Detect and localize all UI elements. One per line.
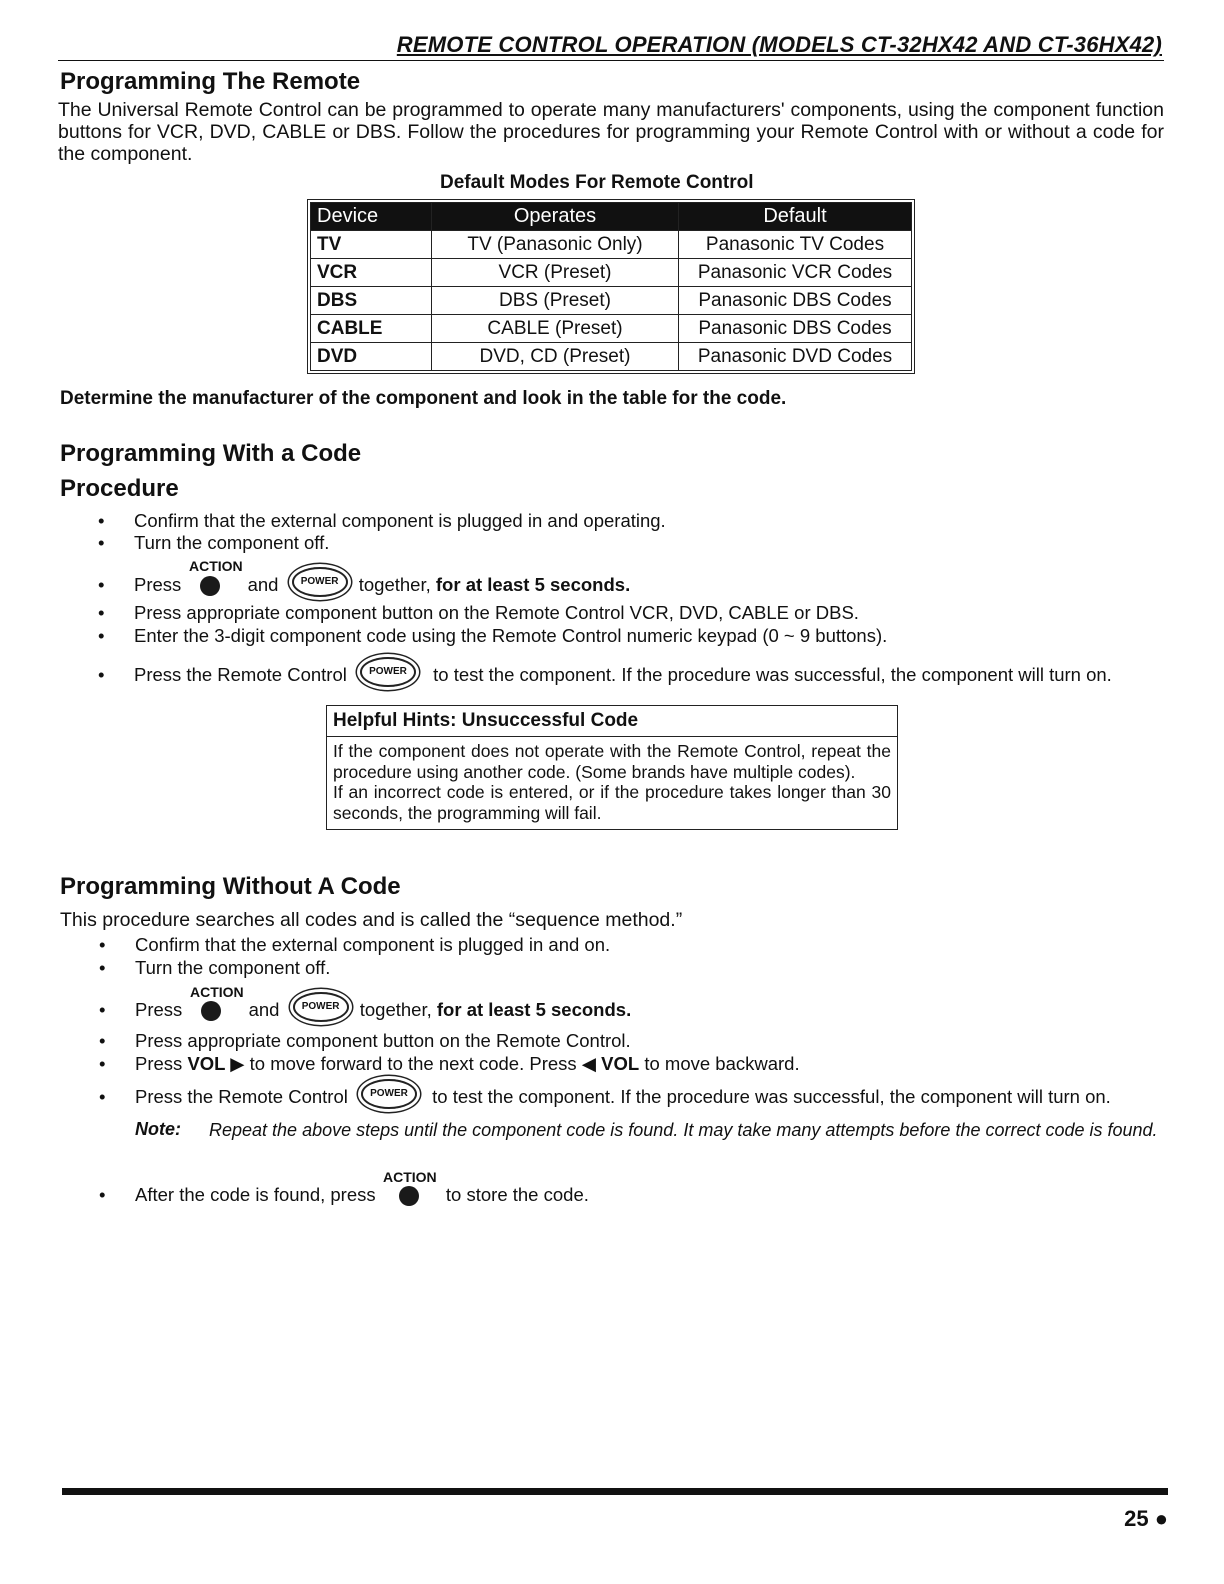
table-cell: CABLE — [311, 315, 432, 343]
determine-instruction: Determine the manufacturer of the component and look in the table for the code. — [60, 388, 787, 409]
list-item: • Press appropriate component button on the Remote Control VCR, DVD, CABLE or DBS. — [98, 602, 859, 623]
running-header: REMOTE CONTROL OPERATION (MODELS CT-32HX42 AND CT-36HX42) — [396, 32, 1162, 57]
list-item: • Confirm that the external component is plugged in and operating. — [98, 510, 666, 531]
table-cell: DVD — [311, 343, 432, 371]
list-item-text: Press the Remote Control — [134, 664, 347, 685]
table-row — [311, 315, 912, 343]
list-item-text: to move forward to the next code. Press — [249, 1053, 577, 1074]
table-header-cell: Device — [311, 203, 432, 231]
table-cell: DBS — [311, 287, 432, 315]
table-row — [311, 231, 912, 259]
helpful-hints-body — [327, 737, 897, 829]
table-cell: DBS (Preset) — [432, 287, 679, 315]
table-cell: Panasonic DVD Codes — [679, 343, 912, 371]
list-item: • Press the Remote Control POWER to test the component. If the procedure was successful, the component will turn on. — [134, 664, 1112, 687]
table-header-row — [311, 203, 912, 231]
section-heading-with-code: Programming With a Code — [60, 440, 362, 467]
list-item: • Press VOL ▶ to move forward to the next code. Press ◀ VOL to move backward. — [99, 1053, 800, 1074]
table-cell: CABLE (Preset) — [432, 315, 679, 343]
table-caption: Default Modes For Remote Control — [440, 172, 754, 193]
header-rule — [58, 60, 1164, 61]
section-heading-without-code: Programming Without A Code — [60, 873, 401, 900]
list-item-text: to test the component. If the procedure was successful, the component will turn on. — [433, 664, 1112, 685]
default-modes-table — [307, 199, 915, 374]
power-button-icon: POWER — [293, 992, 349, 1022]
list-item: • Press and POWER together, for at least 5 seconds. — [135, 999, 631, 1022]
list-item-text: together, — [358, 574, 431, 595]
procedure-heading: Procedure — [60, 475, 179, 502]
list-item-text: Confirm that the external component is plugged in and operating. — [134, 510, 666, 531]
note-label: Note: — [135, 1119, 181, 1139]
helpful-hints-box — [326, 705, 898, 830]
list-item-text: to store the code. — [445, 1184, 589, 1205]
table-cell: Panasonic DBS Codes — [679, 315, 912, 343]
vol-right-label: VOL ▶ — [187, 1053, 245, 1074]
footer-rule — [62, 1488, 1168, 1495]
list-item-text: Turn the component off. — [134, 532, 330, 553]
list-item-text: and — [248, 999, 280, 1020]
page-number: 25 ● — [1124, 1506, 1168, 1531]
list-item-text: After the code is found, press — [135, 1184, 376, 1205]
list-item-text: Turn the component off. — [135, 957, 331, 978]
action-button-icon — [201, 1001, 221, 1021]
table-cell: Panasonic TV Codes — [679, 231, 912, 259]
table-cell: TV — [311, 231, 432, 259]
list-item-text: Press appropriate component button on the Remote Control. — [135, 1030, 631, 1051]
table-cell: VCR (Preset) — [432, 259, 679, 287]
action-label: ACTION — [189, 558, 243, 574]
note-text: Repeat the above steps until the component code is found. It may take many attempts before the correct code is found. — [209, 1120, 1158, 1140]
list-item-text: to move backward. — [644, 1053, 800, 1074]
action-button-icon — [200, 576, 220, 596]
helpful-hint-text: If an incorrect code is entered, or if the procedure takes longer than 30 seconds, the programming will fail. — [333, 782, 891, 823]
power-button-icon: POWER — [361, 1079, 417, 1109]
list-item-text: Press — [135, 999, 183, 1020]
vol-left-label: ◀ VOL — [581, 1053, 640, 1074]
list-item-text: Press — [135, 1053, 183, 1074]
list-item-text: to test the component. If the procedure was successful, the component will turn on. — [432, 1086, 1111, 1107]
action-label: ACTION — [190, 984, 244, 1000]
list-item: • Press and POWER together, for at least 5 seconds. — [134, 574, 630, 597]
list-item: • Confirm that the external component is plugged in and on. — [99, 934, 611, 955]
intro-paragraph: The Universal Remote Control can be programmed to operate many manufacturers' components, using the component function buttons for VCR, DVD, CABLE or DBS. Follow the procedures for programming your Remote Control with or without a code for the component. — [58, 99, 1164, 165]
action-label: ACTION — [383, 1169, 437, 1185]
list-item: • Turn the component off. — [99, 957, 331, 978]
list-item-emphasis: for at least 5 seconds. — [435, 574, 631, 595]
table-cell: TV (Panasonic Only) — [432, 231, 679, 259]
list-item: • Enter the 3-digit component code using the Remote Control numeric keypad (0 ~ 9 buttons). — [98, 625, 888, 646]
list-item-emphasis: for at least 5 seconds. — [436, 999, 632, 1020]
section-heading-programming-remote: Programming The Remote — [60, 68, 361, 95]
table-row — [311, 259, 912, 287]
list-item-text: and — [247, 574, 279, 595]
list-item-text: Press — [134, 574, 182, 595]
list-item-text: Press the Remote Control — [135, 1086, 348, 1107]
table-header-cell: Default — [679, 203, 912, 231]
table-cell: Panasonic VCR Codes — [679, 259, 912, 287]
table-cell: DVD, CD (Preset) — [432, 343, 679, 371]
table-cell: Panasonic DBS Codes — [679, 287, 912, 315]
helpful-hint-text: If the component does not operate with the Remote Control, repeat the procedure using another code. (Some brands have multiple codes). — [333, 741, 891, 782]
sequence-intro: This procedure searches all codes and is called the “sequence method.” — [60, 909, 683, 931]
table-header-cell: Operates — [432, 203, 679, 231]
power-button-icon: POWER — [292, 567, 348, 597]
list-item: • Press the Remote Control POWER to test the component. If the procedure was successful, the component will turn on. — [135, 1086, 1111, 1109]
list-item-text: Confirm that the external component is plugged in and on. — [135, 934, 611, 955]
list-item-text: together, — [359, 999, 432, 1020]
list-item: • Press appropriate component button on the Remote Control. — [99, 1030, 631, 1051]
helpful-hints-title: Helpful Hints: Unsuccessful Code — [327, 706, 897, 737]
list-item-text: Enter the 3-digit component code using the Remote Control numeric keypad (0 ~ 9 buttons). — [134, 625, 888, 646]
table-row — [311, 343, 912, 371]
table-row — [311, 287, 912, 315]
action-button-icon — [399, 1186, 419, 1206]
list-item-text: Press appropriate component button on the Remote Control VCR, DVD, CABLE or DBS. — [134, 602, 859, 623]
power-button-icon: POWER — [360, 657, 416, 687]
list-item: • After the code is found, press to store the code. — [99, 1184, 589, 1205]
table-cell: VCR — [311, 259, 432, 287]
list-item: • Turn the component off. — [98, 532, 330, 553]
